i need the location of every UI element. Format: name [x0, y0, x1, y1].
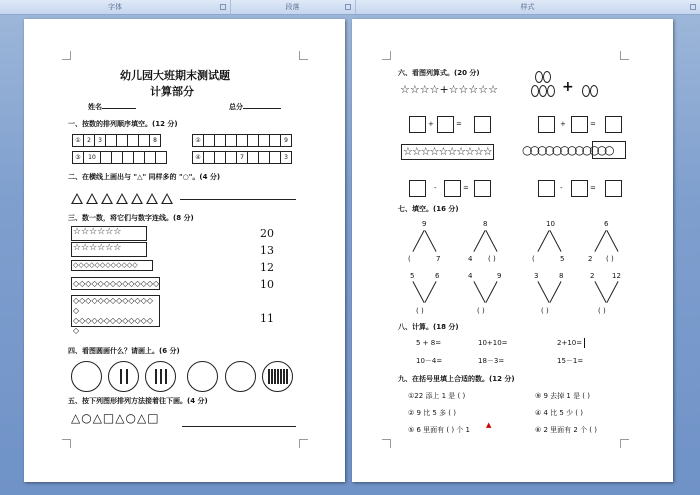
bond-line [473, 230, 485, 252]
ribbon-paragraph-label: 段落 [285, 3, 300, 11]
answer-box[interactable] [605, 180, 622, 197]
bond-line [473, 281, 485, 303]
bond-line [537, 230, 549, 252]
crop-mark [62, 51, 71, 60]
crop-mark [62, 439, 71, 448]
answer-box[interactable] [437, 116, 454, 133]
answer-box[interactable] [571, 180, 588, 197]
section-8-heading: 八、计算。(18 分) [398, 323, 459, 331]
dialog-launcher-icon[interactable] [220, 4, 226, 10]
calc-item[interactable]: 10+10= [478, 339, 508, 347]
dialog-launcher-icon[interactable] [345, 4, 351, 10]
section-7-heading: 七、填空。(16 分) [398, 205, 459, 213]
answer-box[interactable] [409, 180, 426, 197]
crop-mark [299, 439, 308, 448]
star-group-1: ☆☆☆☆☆☆ [71, 226, 147, 241]
ribbon-styles-label: 样式 [520, 3, 535, 11]
section-6-heading: 六、看图列算式。(20 分) [398, 69, 480, 77]
bond-right[interactable]: ( ) [488, 255, 496, 263]
answer-box[interactable] [538, 180, 555, 197]
score-blank[interactable] [243, 108, 281, 109]
crop-mark [620, 51, 629, 60]
bond-line [594, 230, 606, 252]
answer-box[interactable] [538, 116, 555, 133]
section-4-heading: 四、看图圆画什么？请画上。(6 分) [68, 347, 180, 355]
plus-sign: + [562, 79, 574, 95]
shape-pattern: △○△□△○△□ [71, 411, 160, 425]
ribbon-bar [0, 0, 700, 15]
bond-line [424, 230, 436, 252]
bond-line [537, 281, 549, 303]
plus-sign: + [560, 120, 566, 128]
equals-sign: = [456, 120, 462, 128]
bond-top: 6 [604, 220, 609, 228]
number-13: 13 [260, 244, 274, 257]
oval-shape [543, 71, 551, 83]
fill-item[interactable]: ② 9 比 5 多 ( ) [408, 409, 456, 417]
plus-sign: + [428, 120, 434, 128]
circle-empty[interactable] [187, 361, 218, 392]
crop-mark [382, 439, 391, 448]
circle-empty[interactable] [71, 361, 102, 392]
bond-right: 9 [497, 272, 502, 280]
name-label: 姓名 [88, 103, 102, 111]
bond-right: 5 [560, 255, 565, 263]
minus-sign: - [434, 184, 437, 192]
star-addition: ☆☆☆☆+☆☆☆☆☆ [400, 83, 498, 96]
bond-right: 7 [436, 255, 441, 263]
crop-mark [299, 51, 308, 60]
circle-empty[interactable] [225, 361, 256, 392]
section-3-heading: 三、数一数，将它们与数字连线。(8 分) [68, 214, 194, 222]
bond-right: 12 [612, 272, 621, 280]
section-1-heading: 一、按数的排列顺序填空。(12 分) [68, 120, 178, 128]
answer-box[interactable] [409, 116, 426, 133]
bond-line [485, 281, 497, 303]
bond-right: 6 [435, 272, 440, 280]
number-11: 11 [260, 312, 274, 325]
number-20: 20 [260, 227, 274, 240]
ribbon-group-font[interactable] [0, 0, 231, 14]
bond-left: 5 [410, 272, 415, 280]
bond-top: 8 [483, 220, 488, 228]
fill-item[interactable]: ①22 添上 1 是 ( ) [408, 392, 466, 400]
bond-top: 9 [422, 220, 427, 228]
answer-line[interactable] [182, 426, 296, 427]
page-title: 幼儿园大班期末测试题 [120, 69, 230, 82]
answer-line[interactable] [180, 199, 296, 200]
sequence-row-1[interactable]: ① 2 3 8 [72, 134, 161, 147]
bond-left: 2 [590, 272, 595, 280]
bond-bottom[interactable]: ( ) [416, 307, 424, 315]
bond-left[interactable]: ( [532, 255, 535, 263]
calc-item[interactable]: 18－3= [478, 357, 505, 365]
diamond-group-2: ◇◇◇◇◇◇◇◇◇◇◇◇◇◇ [73, 279, 160, 288]
oval-shape [531, 85, 539, 97]
spellcheck-marker-icon: ▲ [486, 421, 492, 429]
name-blank[interactable] [102, 108, 136, 109]
calc-item[interactable]: 2+10= [557, 339, 583, 347]
text-cursor [584, 338, 585, 348]
answer-box[interactable] [474, 180, 491, 197]
sequence-row-4[interactable]: ④ 7 3 [192, 151, 292, 164]
bond-left: 4 [468, 255, 473, 263]
bond-line [412, 230, 424, 252]
answer-box[interactable] [605, 116, 622, 133]
bond-right[interactable]: ( ) [606, 255, 614, 263]
sequence-row-3[interactable]: ③ 10 [72, 151, 167, 164]
diamond-group-1: ◇◇◇◇◇◇◇◇◇◇◇◇ [71, 260, 153, 271]
fill-item[interactable]: ④ 4 比 5 少 ( ) [535, 409, 583, 417]
fill-item[interactable]: ⑥ 2 里面有 2 个 ( ) [535, 426, 597, 434]
oval-shape [582, 85, 590, 97]
dialog-launcher-icon[interactable] [690, 4, 696, 10]
page-subtitle: 计算部分 [150, 85, 194, 98]
bond-bottom[interactable]: ( ) [598, 307, 606, 315]
diamond-group-3: ◇◇◇◇◇◇◇◇◇◇◇◇◇◇ ◇◇◇◇◇◇◇◇◇◇◇◇◇◇ [71, 295, 160, 327]
bond-line [424, 281, 436, 303]
oval-shape [590, 85, 598, 97]
section-5-heading: 五、按下列图形排列方法接着往下画。(4 分) [68, 397, 208, 405]
section-9-heading: 九、在括号里填上合适的数。(12 分) [398, 375, 515, 383]
equals-sign: = [590, 184, 596, 192]
ribbon-group-paragraph[interactable] [230, 0, 356, 14]
number-10: 10 [260, 278, 274, 291]
bond-line [606, 281, 618, 303]
bond-right: 8 [559, 272, 564, 280]
bond-bottom[interactable]: ( ) [477, 307, 485, 315]
calc-item[interactable]: 10－4= [416, 357, 443, 365]
crop-mark [382, 51, 391, 60]
minus-sign: - [560, 184, 563, 192]
ring-chain: ○○○○○○○○○○○○ [522, 143, 612, 157]
calc-item[interactable]: 5 + 8= [416, 339, 442, 347]
bond-bottom[interactable]: ( ) [541, 307, 549, 315]
bond-line [485, 230, 497, 252]
ribbon-font-label: 字体 [108, 3, 122, 11]
bond-left: 2 [588, 255, 593, 263]
ribbon-group-styles[interactable] [355, 0, 700, 14]
circle-many-sticks [262, 361, 293, 392]
bond-line [549, 281, 561, 303]
name-field[interactable] [88, 102, 136, 112]
calc-item[interactable]: 15－1= [557, 357, 584, 365]
oval-shape [547, 85, 555, 97]
bond-line [594, 281, 606, 303]
bond-line [549, 230, 561, 252]
bond-left: 4 [468, 272, 473, 280]
answer-box[interactable] [571, 116, 588, 133]
document-page-1[interactable] [24, 19, 345, 482]
answer-box[interactable] [444, 180, 461, 197]
circle-three-sticks [145, 361, 176, 392]
score-field[interactable] [229, 102, 281, 112]
equals-sign: = [590, 120, 596, 128]
bond-left[interactable]: ( [408, 255, 411, 263]
circle-two-sticks [108, 361, 139, 392]
bond-left: 3 [534, 272, 539, 280]
fill-item[interactable]: ⑨ 9 去掉 1 是 ( ) [535, 392, 590, 400]
star-group-2: ☆☆☆☆☆☆ [71, 242, 147, 257]
star-chain: ☆☆☆☆☆☆☆☆☆☆ [401, 144, 494, 160]
number-12: 12 [260, 261, 274, 274]
oval-shape [539, 85, 547, 97]
equals-sign: = [463, 184, 469, 192]
sequence-row-2[interactable]: ② 9 [192, 134, 292, 147]
fill-item[interactable]: ⑤ 6 里面有 ( ) 个 1 [408, 426, 470, 434]
answer-box[interactable] [474, 116, 491, 133]
bond-line [606, 230, 618, 252]
group-box [592, 141, 626, 159]
section-2-heading: 二、在横线上画出与 "△" 同样多的 "○"。(4 分) [68, 173, 221, 181]
oval-shape [535, 71, 543, 83]
bond-line [412, 281, 424, 303]
document-page-2[interactable] [352, 19, 673, 482]
triangle-row [71, 189, 176, 208]
bond-top: 10 [546, 220, 555, 228]
crop-mark [620, 439, 629, 448]
score-label: 总分 [229, 103, 243, 111]
